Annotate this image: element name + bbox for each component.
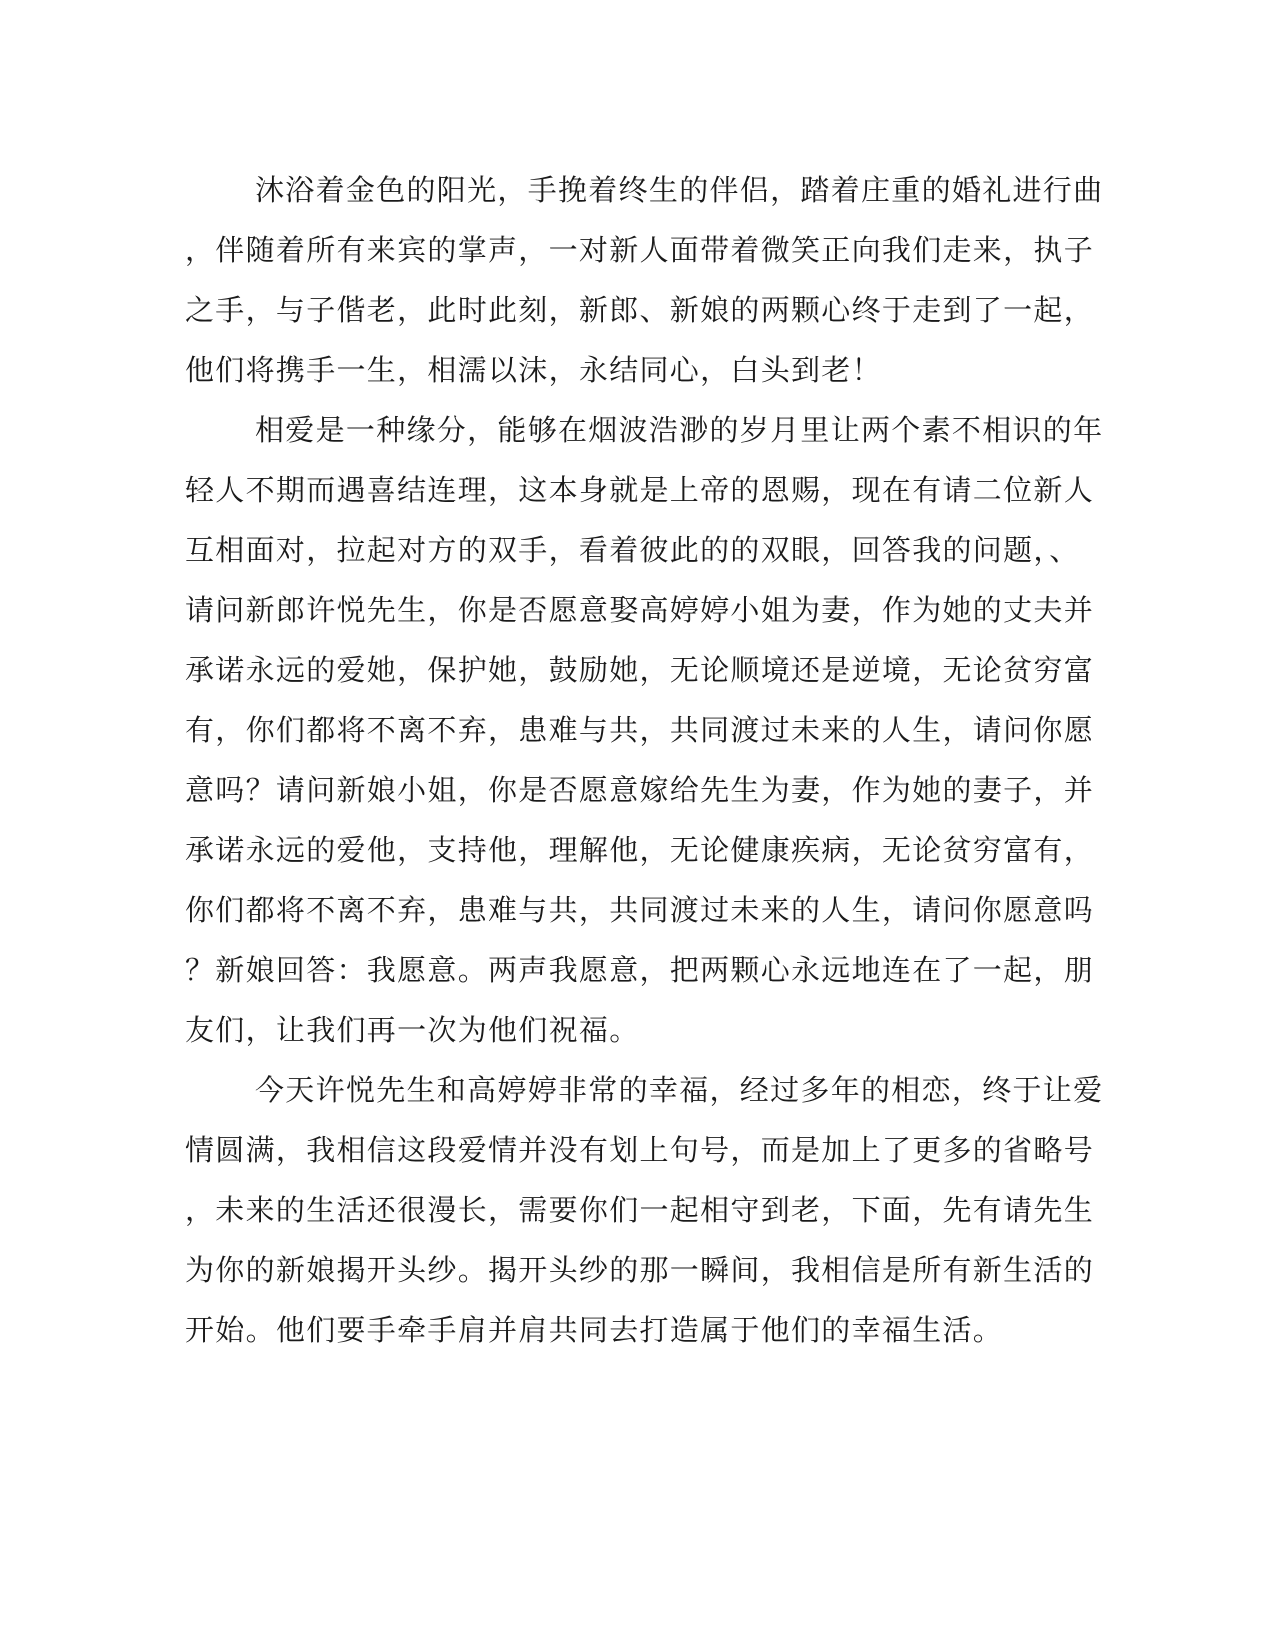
paragraph-line: 有，你们都将不离不弃，患难与共，共同渡过未来的人生，请问你愿 bbox=[185, 713, 1095, 747]
paragraph-line: 轻人不期而遇喜结连理，这本身就是上帝的恩赐，现在有请二位新人 bbox=[185, 473, 1095, 507]
paragraph-line: 之手，与子偕老，此时此刻，新郎、新娘的两颗心终于走到了一起， bbox=[185, 293, 1095, 327]
paragraph-line: 承诺永远的爱她，保护她，鼓励她，无论顺境还是逆境，无论贫穷富 bbox=[185, 653, 1095, 687]
paragraph-line: 你们都将不离不弃，患难与共，共同渡过未来的人生，请问你愿意吗 bbox=[185, 893, 1095, 927]
paragraph-line: 承诺永远的爱他，支持他，理解他，无论健康疾病，无论贫穷富有， bbox=[185, 833, 1095, 867]
paragraph-line: 为你的新娘揭开头纱。揭开头纱的那一瞬间，我相信是所有新生活的 bbox=[185, 1253, 1095, 1287]
paragraph-3 bbox=[185, 1060, 1104, 1360]
paragraph-line: 相爱是一种缘分，能够在烟波浩渺的岁月里让两个素不相识的年 bbox=[255, 413, 1104, 447]
paragraph-line: 沐浴着金色的阳光，手挽着终生的伴侣，踏着庄重的婚礼进行曲 bbox=[255, 173, 1104, 207]
paragraph-line: 请问新郎许悦先生，你是否愿意娶高婷婷小姐为妻，作为她的丈夫并 bbox=[185, 593, 1095, 627]
paragraph-1 bbox=[185, 160, 1104, 400]
paragraph-line: 友们，让我们再一次为他们祝福。 bbox=[185, 1013, 640, 1047]
paragraph-line: 开始。他们要手牵手肩并肩共同去打造属于他们的幸福生活。 bbox=[185, 1313, 1004, 1347]
document-body bbox=[185, 160, 1104, 1360]
paragraph-line: 互相面对，拉起对方的双手，看着彼此的的双眼，回答我的问题，、 bbox=[185, 533, 1080, 567]
paragraph-line: 今天许悦先生和高婷婷非常的幸福，经过多年的相恋，终于让爱 bbox=[255, 1073, 1104, 1107]
paragraph-line: ？新娘回答：我愿意。两声我愿意，把两颗心永远地连在了一起，朋 bbox=[185, 953, 1095, 987]
paragraph-line: ，未来的生活还很漫长，需要你们一起相守到老，下面，先有请先生 bbox=[185, 1193, 1095, 1227]
paragraph-line: 他们将携手一生，相濡以沫，永结同心，白头到老！ bbox=[185, 353, 882, 387]
paragraph-line: ，伴随着所有来宾的掌声，一对新人面带着微笑正向我们走来，执子 bbox=[185, 233, 1095, 267]
paragraph-line: 情圆满，我相信这段爱情并没有划上句号，而是加上了更多的省略号 bbox=[185, 1133, 1095, 1167]
paragraph-2 bbox=[185, 400, 1104, 1060]
paragraph-line: 意吗？请问新娘小姐，你是否愿意嫁给先生为妻，作为她的妻子，并 bbox=[185, 773, 1095, 807]
